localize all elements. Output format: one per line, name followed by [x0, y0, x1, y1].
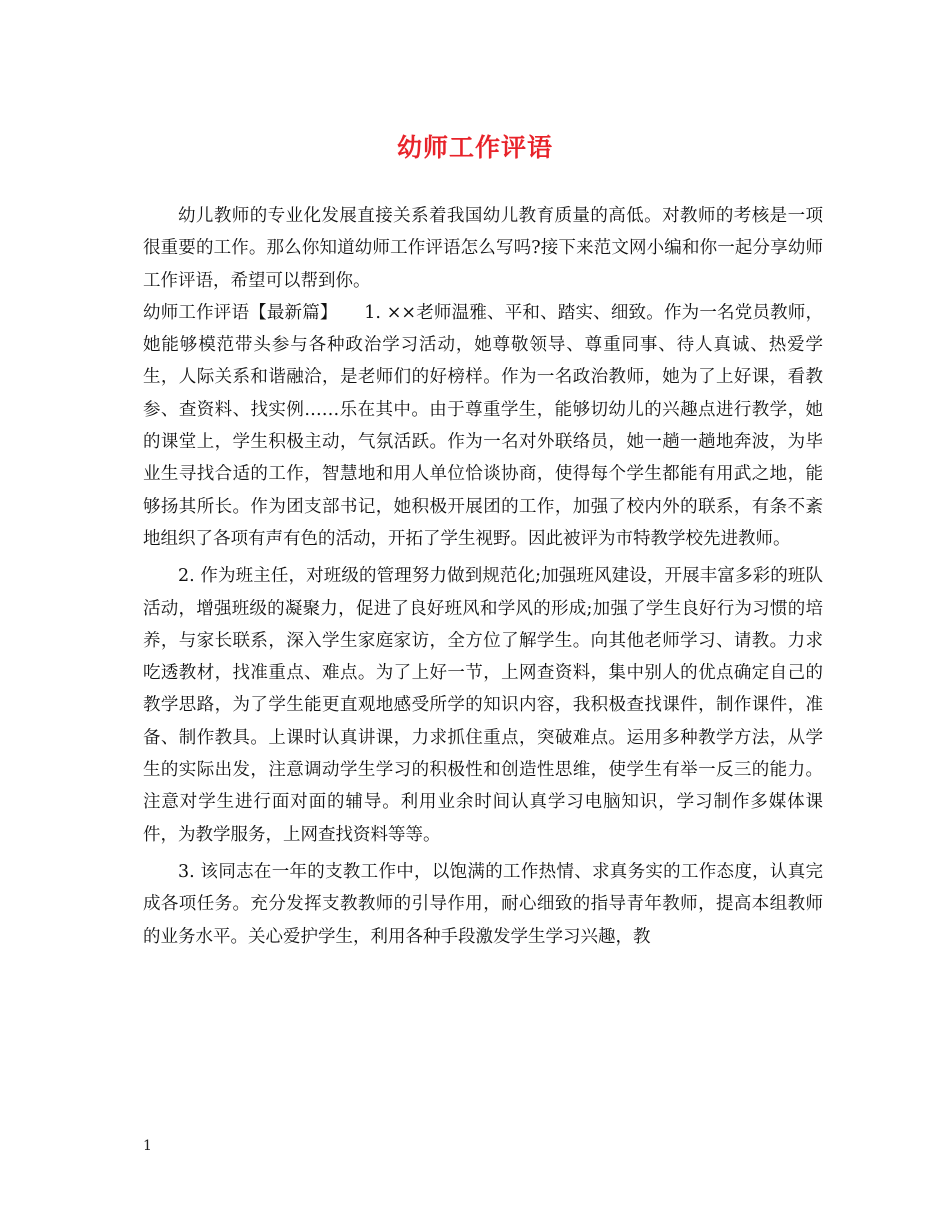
document-body — [143, 200, 823, 953]
page-number: 1 — [143, 1138, 152, 1154]
comment-paragraph-3: 3. 该同志在一年的支教工作中，以饱满的工作热情、求真务实的工作态度，认真完成各项任务。充分发挥支教教师的引导作用，耐心细致的指导青年教师，提高本组教师的业务水平。关心爱护学生，利用各种手段激发学生学习兴趣，教 — [143, 861, 823, 947]
comment-paragraph-2: 2. 作为班主任，对班级的管理努力做到规范化;加强班风建设，开展丰富多彩的班队活动，增强班级的凝聚力，促进了良好班风和学风的形成;加强了学生良好行为习惯的培养，与家长联系，深入学生家庭家访，全方位了解学生。向其他老师学习、请教。力求吃透教材，找准重点、难点。为了上好一节，上网查资料，集中别人的优点确定自己的教学思路，为了学生能更直观地感受所学的知识内容，我积极查找课件，制作课件，准备、制作教具。上课时认真讲课，力求抓住重点，突破难点。运用多种教学方法，从学生的实际出发，注意调动学生学习的积极性和创造性思维，使学生有举一反三的能力。注意对学生进行面对面的辅导。利用业余时间认真学习电脑知识，学习制作多媒体课件，为教学服务，上网查找资料等等。 — [143, 566, 823, 845]
comment-paragraph-1: 幼师工作评语【最新篇】 1. ××老师温雅、平和、踏实、细致。作为一名党员教师，她能够模范带头参与各种政治学习活动，她尊敬领导、尊重同事、待人真诚、热爱学生，人际关系和谐融洽，是老师们的好榜样。作为一名政治教师，她为了上好课，看教参、查资料、找实例……乐在其中。由于尊重学生，能够切幼儿的兴趣点进行教学，她的课堂上，学生积极主动，气氛活跃。作为一名对外联络员，她一趟一趟地奔波，为毕业生寻找合适的工作，智慧地和用人单位恰谈协商，使得每个学生都能有用武之地，能够扬其所长。作为团支部书记，她积极开展团的工作，加强了校内外的联系，有条不紊地组织了各项有声有色的活动，开拓了学生视野。因此被评为市特教学校先进教师。 — [143, 302, 823, 549]
intro-paragraph: 幼儿教师的专业化发展直接关系着我国幼儿教育质量的高低。对教师的考核是一项很重要的工作。那么你知道幼师工作评语怎么写吗?接下来范文网小编和你一起分享幼师工作评语，希望可以帮到你。 — [143, 206, 823, 291]
page-title: 幼师工作评语 — [396, 133, 553, 162]
